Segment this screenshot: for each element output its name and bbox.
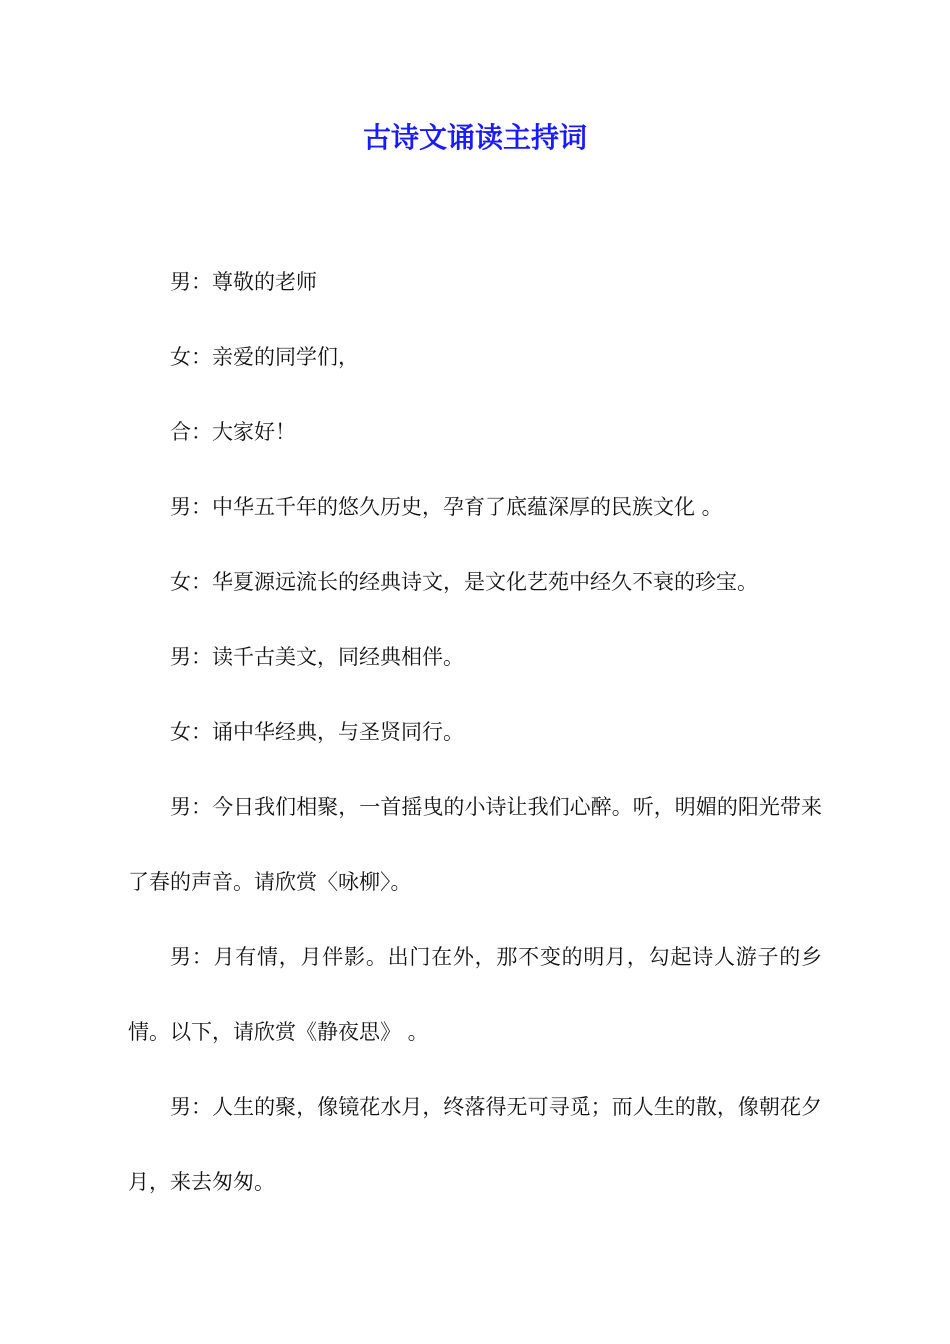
paragraph: 男：今日我们相聚，一首摇曳的小诗让我们心醉。听，明媚的阳光带来了春的声音。请欣赏〈咏柳〉。	[128, 795, 822, 895]
paragraph: 男：读千古美文，同经典相伴。	[170, 645, 464, 669]
paragraph: 男：中华五千年的悠久历史，孕育了底蕴深厚的民族文化 。	[170, 495, 723, 519]
paragraph: 合：大家好！	[170, 420, 296, 444]
paragraph: 男：人生的聚，像镜花水月，终落得无可寻觅；而人生的散，像朝花夕月，来去匆匆。	[128, 1095, 822, 1195]
paragraph: 女：亲爱的同学们，	[170, 345, 359, 369]
document-title: 古诗文诵读主持词	[362, 121, 587, 154]
paragraph: 男：月有情，月伴影。出门在外，那不变的明月，勾起诗人游子的乡情。以下，请欣赏《静夜思》 。	[128, 945, 822, 1045]
document-body	[128, 264, 822, 1239]
paragraph: 女：诵中华经典，与圣贤同行。	[170, 720, 464, 744]
paragraph: 女：华夏源远流长的经典诗文，是文化艺苑中经久不衰的珍宝。	[170, 570, 758, 594]
paragraph: 男：尊敬的老师	[170, 270, 317, 294]
